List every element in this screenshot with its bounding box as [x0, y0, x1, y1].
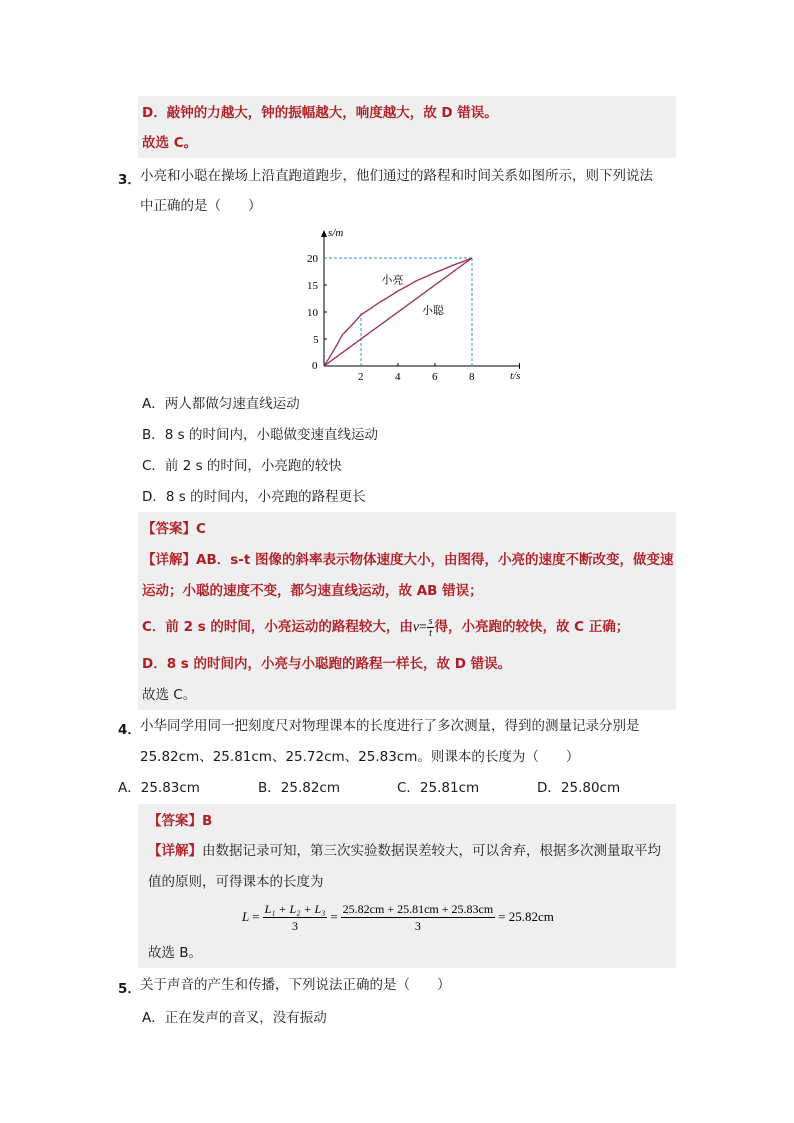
equals-sign: = — [418, 619, 427, 634]
answer-label: 【答案】 — [148, 813, 202, 829]
question-4-number: 4． — [118, 722, 141, 738]
x-tick-label: 4 — [395, 371, 401, 382]
question-4-detail-line2: 值的原则，可得课本的长度为 — [148, 874, 324, 890]
question-4-stem-line2: 25.82cm、25.81cm、25.72cm、25.83cm。则课本的长度为（ ） — [140, 749, 580, 765]
question-3-option-b: B．8 s 的时间内，小聪做变速直线运动 — [142, 427, 378, 443]
formula-fraction-2 — [341, 901, 496, 934]
question-4-answer-box — [138, 804, 676, 968]
answer-value: C — [196, 521, 206, 537]
detail-text: AB．s-t 图像的斜率表示物体速度大小，由图得，小亮的速度不断改变，做变速 — [196, 552, 674, 568]
question-4-option-d: D．25.80cm — [537, 780, 621, 796]
detail-c-suffix: 得，小亮跑的较快，故 C 正确； — [434, 619, 630, 635]
question-3-conclusion: 故选 C。 — [142, 687, 197, 703]
answer-label: 【答案】 — [142, 521, 196, 537]
question-3-detail-d: D．8 s 的时间内，小亮与小聪跑的路程一样长，故 D 错误。 — [142, 656, 512, 672]
question-3-answer — [142, 520, 206, 538]
detail-label: 【详解】 — [142, 552, 196, 568]
question-3-stem-line1: 小亮和小聪在操场上沿直跑道跑步，他们通过的路程和时间关系如图所示，则下列说法 — [140, 168, 653, 184]
average-length-formula — [242, 899, 554, 935]
question-4-answer — [148, 812, 212, 830]
question-3-option-c: C．前 2 s 的时间，小亮跑的较快 — [142, 458, 342, 474]
question-4-stem-line1: 小华同学用同一把刻度尺对物理课本的长度进行了多次测量，得到的测量记录分别是 — [140, 718, 640, 734]
formula-fraction-1-denominator: 3 — [291, 918, 298, 933]
formula-result: = 25.82cm — [498, 909, 554, 924]
previous-answer-box — [138, 96, 676, 158]
question-3-detail-c — [142, 614, 629, 640]
formula-equals-1: = — [252, 909, 260, 924]
question-3-stem-line2: 中正确的是（ ） — [140, 198, 262, 214]
series-label-xiaocong: 小聪 — [422, 305, 445, 318]
x-axis-arrow — [519, 363, 520, 369]
question-3-answer-box — [138, 512, 676, 710]
previous-answer-d-line: D．敲钟的力越大，钟的振幅越大，响度越大，故 D 错误。 — [142, 105, 498, 121]
question-3-option-d: D．8 s 的时间内，小亮跑的路程更长 — [142, 489, 366, 505]
x-tick-label: 8 — [469, 371, 475, 382]
question-3-detail-line1 — [142, 551, 674, 569]
question-5-option-a: A．正在发声的音叉，没有振动 — [142, 1010, 327, 1026]
answer-value: B — [202, 813, 213, 829]
formula-fraction-2-denominator: 3 — [414, 918, 421, 933]
detail-label: 【详解】 — [148, 843, 202, 859]
fraction-numerator: s — [428, 615, 433, 627]
origin-label: 0 — [312, 360, 318, 372]
y-tick-label: 20 — [307, 253, 318, 265]
question-4-option-a: A．25.83cm — [118, 780, 200, 796]
y-tick-label: 15 — [307, 280, 318, 292]
s-over-t-fraction — [427, 616, 435, 639]
series-label-xiaoliang: 小亮 — [381, 274, 404, 287]
question-5-number: 5． — [118, 981, 141, 997]
s-t-graph — [300, 222, 520, 382]
y-tick-label: 10 — [307, 307, 318, 319]
x-axis-label: t/s — [510, 370, 520, 382]
question-3-option-a: A．两人都做匀速直线运动 — [142, 396, 300, 412]
y-axis-label: s/m — [328, 227, 344, 239]
fraction-denominator: t — [429, 627, 432, 639]
detail-c-prefix: C．前 2 s 的时间，小亮运动的路程较大，由 — [142, 619, 413, 635]
question-4-conclusion: 故选 B。 — [148, 945, 203, 961]
question-4-detail-line1 — [148, 842, 661, 860]
y-axis-arrow — [321, 230, 327, 237]
detail-text: 由数据记录可知，第三次实验数据误差较大，可以舍弃，根据多次测量取平均 — [202, 843, 661, 859]
x-tick-label: 6 — [432, 371, 438, 382]
formula-fraction-1 — [263, 901, 328, 934]
question-4-option-c: C．25.81cm — [397, 780, 480, 796]
velocity-symbol: v — [412, 619, 419, 634]
formula-l-symbol: L — [242, 909, 250, 924]
formula-equals-2: = — [330, 909, 338, 924]
x-tick-label: 2 — [358, 371, 364, 382]
previous-answer-conclusion: 故选 C。 — [142, 135, 198, 151]
formula-fraction-1-numerator: L₁ + L₂ + L₃ — [264, 901, 326, 916]
question-3-number: 3． — [118, 172, 141, 188]
y-tick-label: 5 — [313, 334, 319, 346]
question-4-option-b: B．25.82cm — [258, 780, 340, 796]
question-5-stem: 关于声音的产生和传播，下列说法正确的是（ ） — [140, 977, 451, 993]
question-3-detail-line2: 运动；小聪的速度不变，都匀速直线运动，故 AB 错误； — [142, 583, 483, 599]
formula-fraction-2-numerator: 25.82cm + 25.81cm + 25.83cm — [342, 901, 494, 916]
